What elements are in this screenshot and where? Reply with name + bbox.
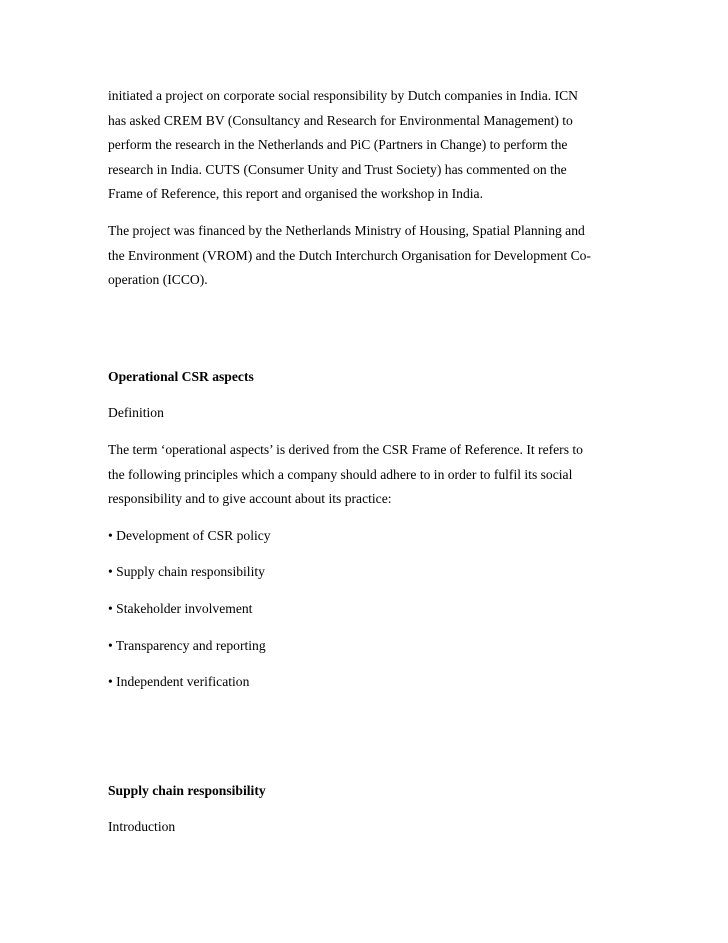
bullet-item: • Supply chain responsibility xyxy=(108,564,265,580)
spacer xyxy=(108,803,628,815)
text-line: perform the research in the Netherlands and PiC (Partners in Change) to perform the xyxy=(108,137,568,153)
spacer xyxy=(108,548,628,560)
intro-paragraph-2 xyxy=(108,219,628,293)
bullet-item: • Development of CSR policy xyxy=(108,527,271,543)
bullet-item: • Stakeholder involvement xyxy=(108,600,253,616)
text-line: the Environment (VROM) and the Dutch Interchurch Organisation for Development Co- xyxy=(108,247,591,263)
subheading-definition: Definition xyxy=(108,405,164,421)
spacer xyxy=(108,512,628,524)
text-line: Frame of Reference, this report and organised the workshop in India. xyxy=(108,186,483,202)
text-line: The project was financed by the Netherlands Ministry of Housing, Spatial Planning and xyxy=(108,222,585,238)
bullet-item: • Transparency and reporting xyxy=(108,637,266,653)
section-heading-supply-chain: Supply chain responsibility xyxy=(108,782,266,798)
spacer xyxy=(108,585,628,597)
bullet-item: • Independent verification xyxy=(108,674,250,690)
spacer xyxy=(108,695,628,779)
text-line: The term ‘operational aspects’ is derived from the CSR Frame of Reference. It refers to xyxy=(108,441,583,457)
text-line: initiated a project on corporate social responsibility by Dutch companies in India. ICN xyxy=(108,88,578,103)
section-heading-operational-csr: Operational CSR aspects xyxy=(108,368,254,384)
text-line: research in India. CUTS (Consumer Unity and Trust Society) has commented on the xyxy=(108,161,567,177)
spacer xyxy=(108,207,628,219)
text-line: responsibility and to give account about its practice: xyxy=(108,491,392,507)
document-page xyxy=(108,84,628,840)
text-line: operation (ICCO). xyxy=(108,272,208,288)
subheading-introduction: Introduction xyxy=(108,819,176,835)
spacer xyxy=(108,426,628,438)
text-line: the following principles which a company should adhere to in order to fulfil its social xyxy=(108,466,573,482)
intro-paragraph-1 xyxy=(108,84,628,207)
spacer xyxy=(108,389,628,401)
spacer xyxy=(108,658,628,670)
spacer xyxy=(108,293,628,365)
spacer xyxy=(108,622,628,634)
definition-paragraph xyxy=(108,438,628,512)
text-line: has asked CREM BV (Consultancy and Research for Environmental Management) to xyxy=(108,112,573,128)
